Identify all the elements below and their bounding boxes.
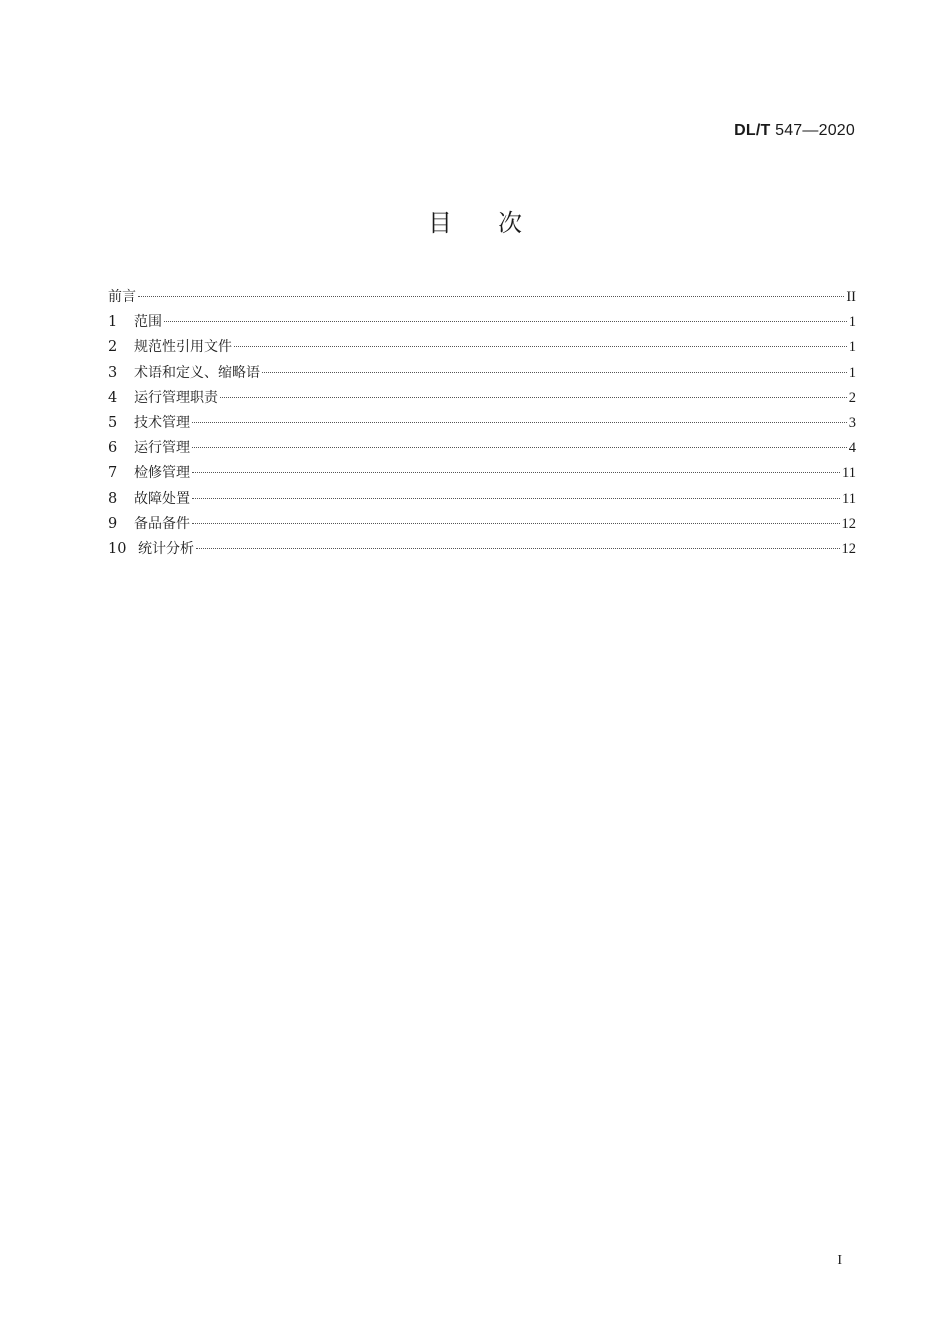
toc-entry-8[interactable] — [108, 487, 856, 512]
dot-leader — [234, 346, 847, 347]
dot-leader — [192, 472, 840, 473]
toc-entry-number: 2 — [108, 339, 118, 356]
toc-entry-page: 11 — [842, 465, 856, 482]
toc-entry-page: II — [846, 289, 856, 305]
toc-entry-page: 4 — [848, 440, 856, 457]
dot-leader — [138, 296, 844, 297]
toc-entry-label: 故障处置 — [134, 490, 190, 507]
dot-leader — [164, 321, 847, 322]
toc-entry-page: 2 — [848, 389, 856, 406]
toc-entry-9[interactable] — [108, 512, 856, 537]
document-code-number: 547—2020 — [775, 122, 855, 139]
toc-entry-number: 10 — [108, 540, 127, 557]
toc-entry-1[interactable] — [108, 310, 856, 335]
toc-entry-number: 1 — [108, 314, 118, 331]
toc-entry-number: 4 — [108, 389, 118, 406]
page-number: I — [837, 1253, 842, 1268]
dot-leader — [192, 523, 840, 524]
toc-entry-10[interactable] — [108, 537, 856, 562]
toc-entry-number: 7 — [108, 465, 118, 482]
dot-leader — [192, 447, 847, 448]
page-title: 目次 — [428, 209, 568, 237]
dot-leader — [262, 372, 847, 373]
toc-entry-label: 术语和定义、缩略语 — [134, 364, 260, 381]
toc-entry-number: 3 — [108, 364, 118, 381]
document-code — [734, 122, 855, 140]
toc-entry-page: 1 — [848, 339, 856, 356]
toc-entry-label: 技术管理 — [134, 414, 190, 431]
toc-entry-label: 规范性引用文件 — [134, 339, 232, 356]
toc-entry-page: 12 — [841, 515, 856, 532]
toc-entry-label: 前言 — [108, 289, 136, 305]
toc-entry-2[interactable] — [108, 335, 856, 360]
toc-entry-label: 范围 — [134, 314, 162, 331]
toc-entry-label: 检修管理 — [134, 465, 190, 482]
toc-entry-number: 5 — [108, 414, 118, 431]
toc-entry-foreword[interactable] — [108, 285, 856, 310]
toc-entry-label: 备品备件 — [134, 515, 190, 532]
table-of-contents — [108, 285, 856, 562]
toc-entry-page: 12 — [841, 540, 856, 557]
toc-entry-7[interactable] — [108, 461, 856, 486]
dot-leader — [192, 498, 840, 499]
document-code-prefix: DL/T — [734, 122, 771, 139]
toc-entry-3[interactable] — [108, 361, 856, 386]
dot-leader — [192, 422, 847, 423]
dot-leader — [220, 397, 847, 398]
toc-entry-page: 1 — [848, 314, 856, 331]
toc-entry-number: 9 — [108, 515, 118, 532]
toc-entry-number: 8 — [108, 490, 118, 507]
toc-entry-label: 运行管理职责 — [134, 389, 218, 406]
toc-entry-4[interactable] — [108, 386, 856, 411]
toc-entry-6[interactable] — [108, 436, 856, 461]
toc-entry-page: 1 — [848, 364, 856, 381]
toc-entry-page: 11 — [842, 490, 856, 507]
toc-entry-page: 3 — [848, 414, 856, 431]
toc-entry-label: 运行管理 — [134, 440, 190, 457]
toc-entry-label: 统计分析 — [138, 540, 194, 557]
toc-entry-number: 6 — [108, 440, 118, 457]
toc-entry-5[interactable] — [108, 411, 856, 436]
dot-leader — [196, 548, 840, 549]
